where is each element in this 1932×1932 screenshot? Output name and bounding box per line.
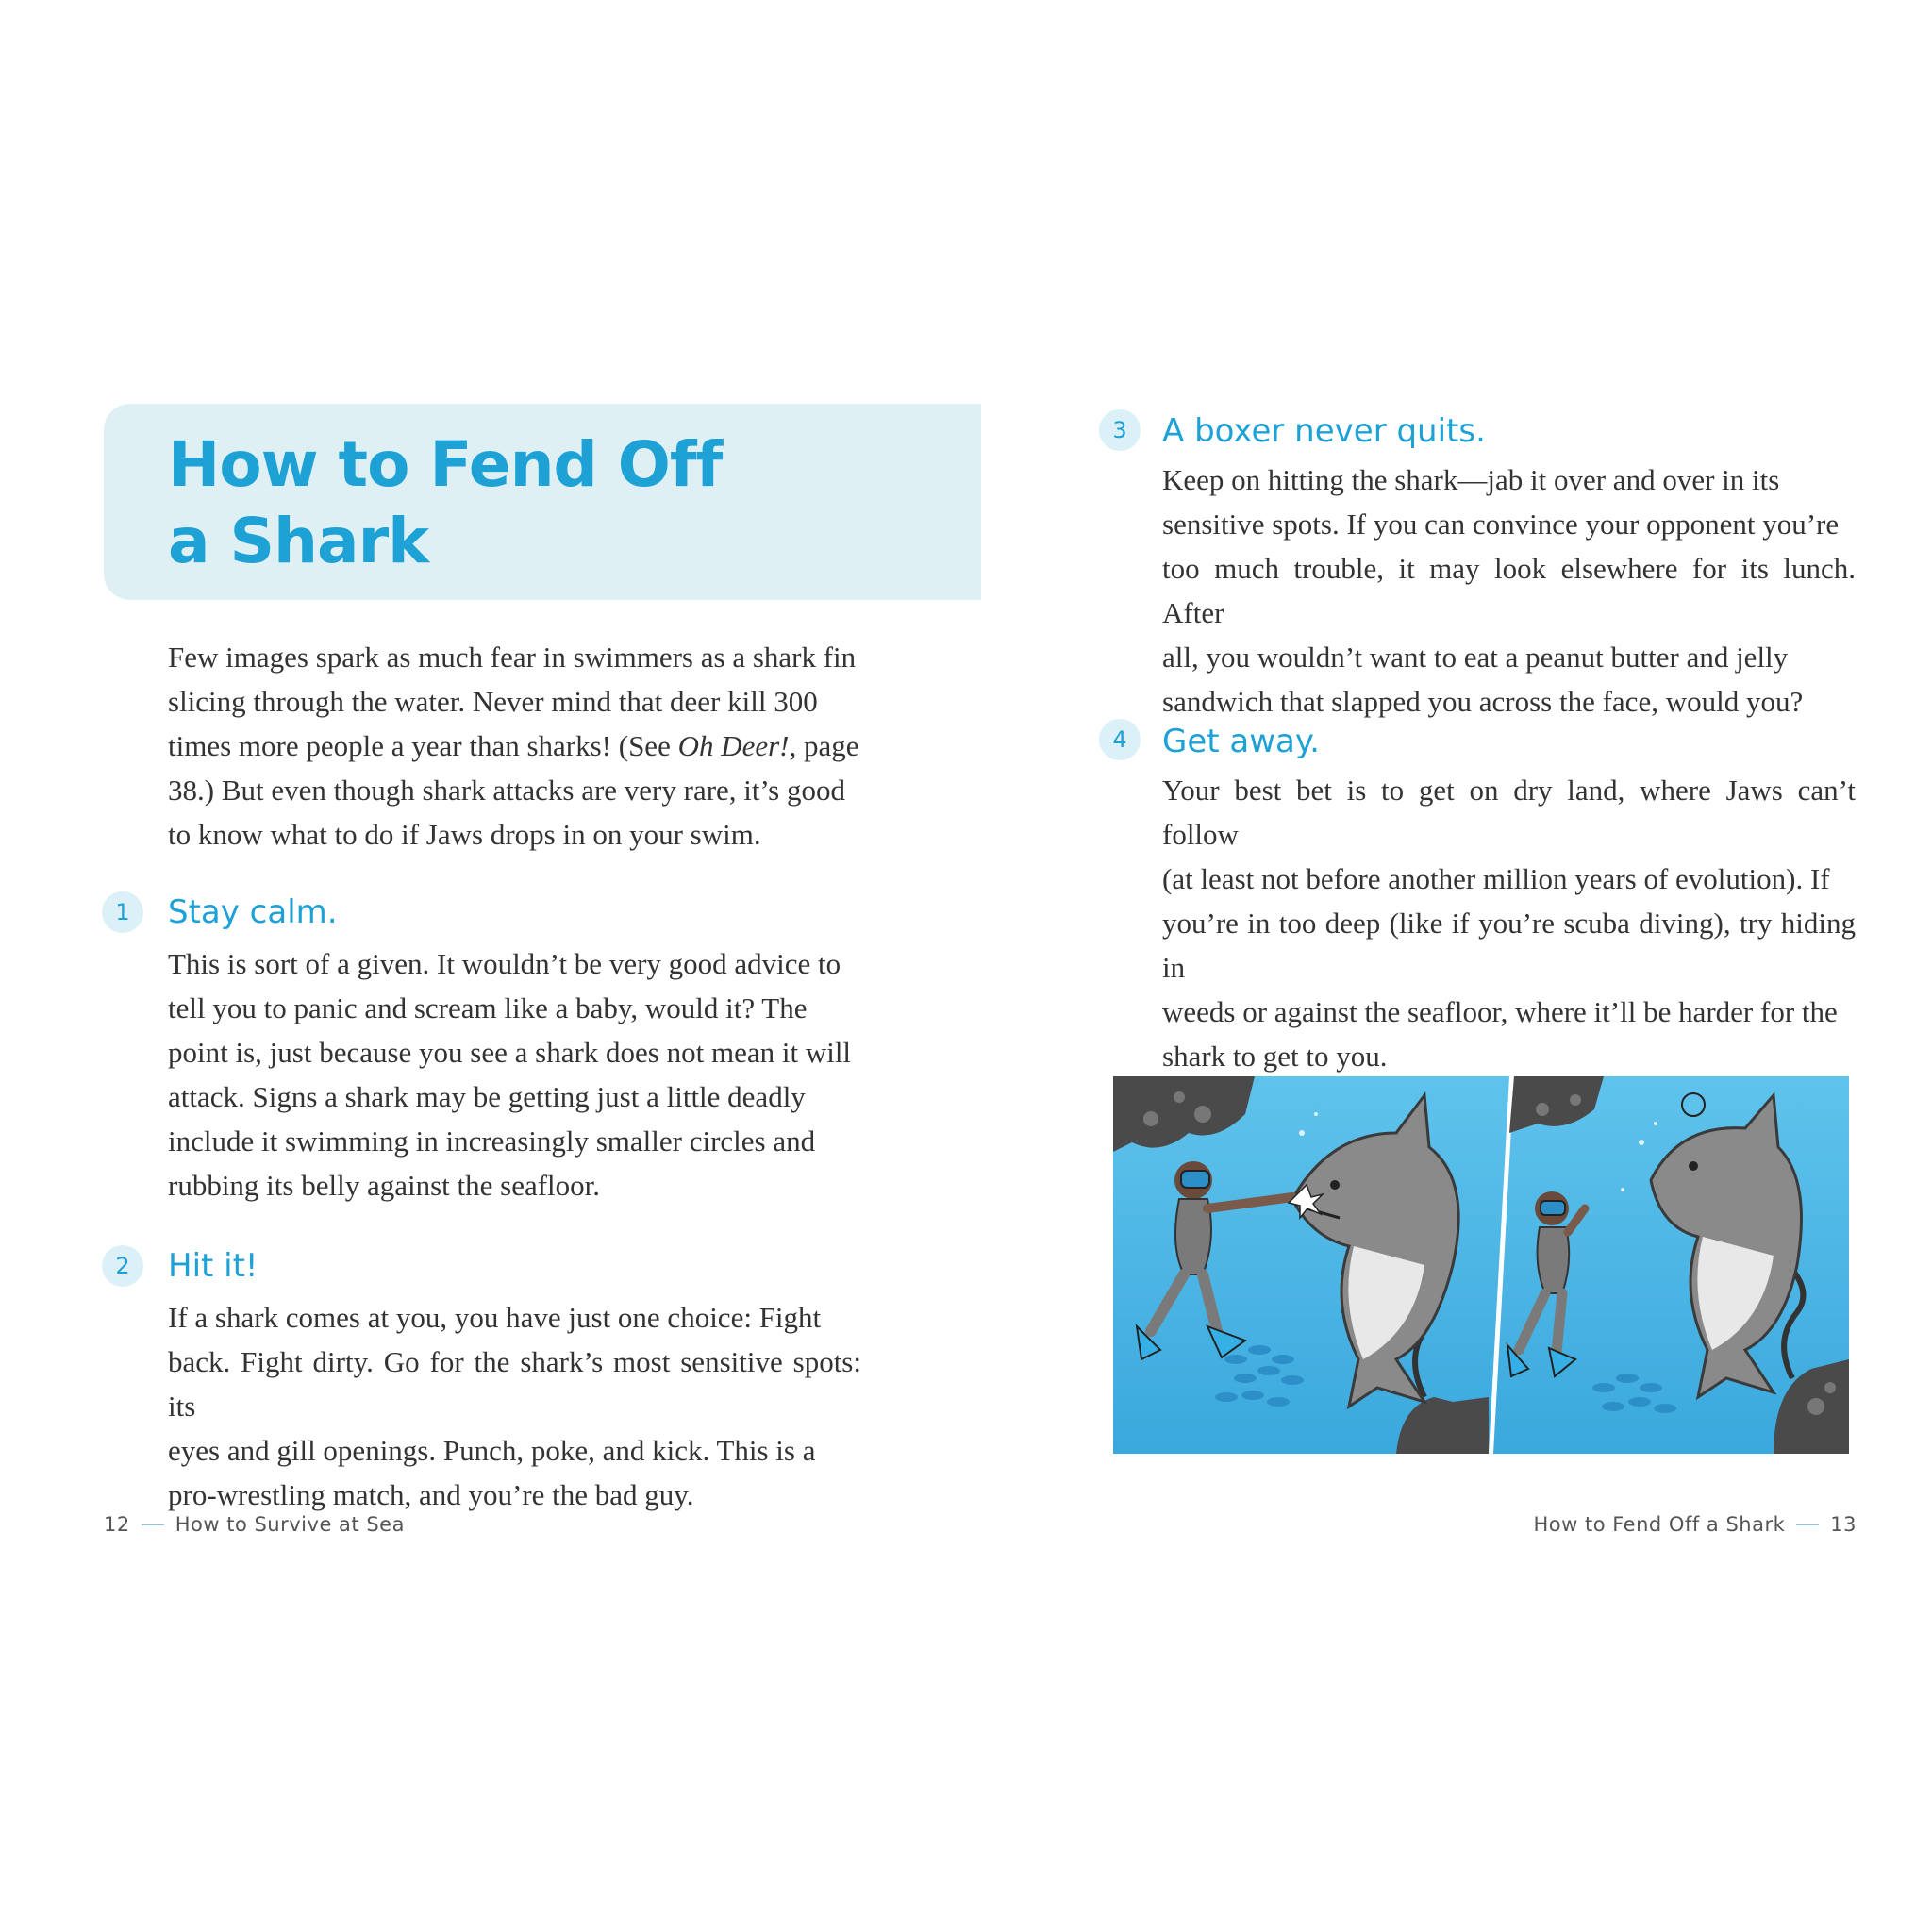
step-line: sensitive spots. If you can convince your opponent you’re (1162, 508, 1840, 541)
step-number-badge: 1 (102, 891, 143, 933)
shark-comic-illustration (1113, 1076, 1849, 1454)
step-number-badge: 4 (1099, 719, 1141, 760)
step-line: Your best bet is to get on dry land, where Jaws can’t follow (1162, 774, 1856, 851)
intro-line: 38.) But even though shark attacks are very rare, it’s good (168, 774, 845, 807)
page-number-left: 12 (104, 1513, 130, 1536)
title-line-2: a Shark (168, 505, 429, 577)
step-heading: A boxer never quits. (1162, 412, 1486, 450)
footer-right-title: How to Fend Off a Shark (1533, 1513, 1786, 1536)
step-line: pro-wrestling match, and you’re the bad guy. (168, 1478, 694, 1511)
step-line: eyes and gill openings. Punch, poke, and kick. This is a (168, 1434, 816, 1467)
step-line: include it swimming in increasingly smaller circles and (168, 1124, 816, 1158)
intro-line (168, 724, 861, 768)
comic-panel-punch (1113, 1076, 1509, 1454)
step-number-badge: 2 (102, 1245, 143, 1287)
footer-left-title: How to Survive at Sea (175, 1513, 405, 1536)
step-line: This is sort of a given. It wouldn’t be very good advice to (168, 947, 841, 980)
step-body (1162, 458, 1856, 724)
step-line: attack. Signs a shark may be getting just a little deadly (168, 1080, 806, 1113)
step-body (168, 941, 861, 1208)
step-line: tell you to panic and scream like a baby, would it? The (168, 991, 808, 1024)
step-line: too much trouble, it may look elsewhere for its lunch. After (1162, 552, 1856, 629)
intro-paragraph (168, 635, 861, 857)
page-number-right: 13 (1830, 1513, 1857, 1536)
comic-panel-standoff (1493, 1076, 1849, 1454)
footer-left (104, 1513, 405, 1536)
step-line: all, you wouldn’t want to eat a peanut butter and jelly (1162, 641, 1789, 674)
footer-divider (142, 1524, 164, 1525)
intro-line: slicing through the water. Never mind that deer kill 300 (168, 685, 818, 718)
step-heading: Get away. (1162, 723, 1320, 760)
step-line: point is, just because you see a shark does not mean it will (168, 1036, 852, 1069)
step-line: (at least not before another million years of evolution). If (1162, 862, 1830, 895)
title-line-1: How to Fend Off (168, 428, 723, 501)
step-line: If a shark comes at you, you have just one choice: Fight (168, 1301, 822, 1334)
intro-line-tail: , page (789, 729, 859, 762)
step-body (168, 1295, 861, 1517)
intro-line: to know what to do if Jaws drops in on your swim. (168, 818, 761, 851)
step-heading: Stay calm. (168, 893, 338, 931)
intro-line: Few images spark as much fear in swimmers as a shark fin (168, 641, 857, 674)
step-line: shark to get to you. (1162, 1040, 1388, 1073)
step-line: Keep on hitting the shark—jab it over and over in its (1162, 463, 1780, 496)
step-line: rubbing its belly against the seafloor. (168, 1169, 601, 1202)
step-body (1162, 768, 1856, 1078)
step-line: sandwich that slapped you across the face, would you? (1162, 685, 1804, 718)
italic-reference: Oh Deer! (677, 729, 790, 762)
footer-right (1534, 1513, 1857, 1536)
step-line: you’re in too deep (like if you’re scuba diving), try hiding in (1162, 907, 1856, 984)
page-title (168, 426, 941, 579)
step-line: back. Fight dirty. Go for the shark’s most sensitive spots: its (168, 1345, 861, 1423)
step-number-badge: 3 (1099, 409, 1141, 451)
step-line: weeds or against the seafloor, where it’ll be harder for the (1162, 995, 1838, 1028)
footer-divider (1796, 1524, 1819, 1525)
intro-line-text: times more people a year than sharks! (See (168, 729, 678, 762)
step-heading: Hit it! (168, 1247, 258, 1285)
